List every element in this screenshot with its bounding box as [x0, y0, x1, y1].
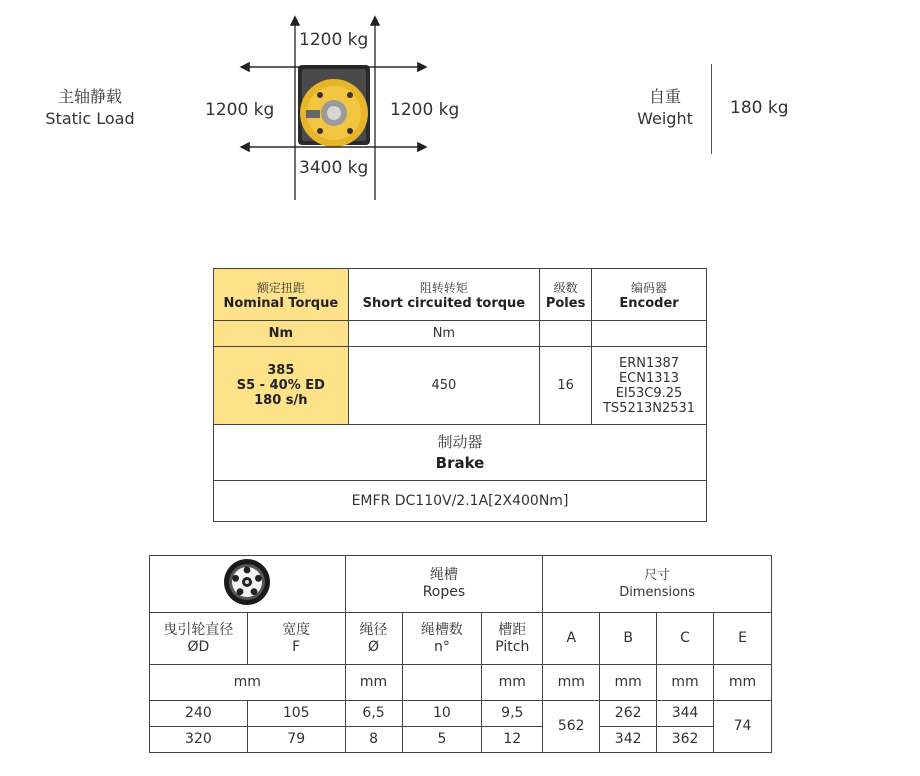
weight-divider — [711, 64, 712, 154]
unit-b: mm — [600, 665, 657, 701]
encoder-en: Encoder — [619, 295, 679, 311]
col-d-cn: 曳引轮直径 — [163, 621, 234, 638]
dim-unit-row — [150, 665, 772, 701]
traction-machine-image — [298, 65, 370, 147]
unit-c: mm — [657, 665, 714, 701]
load-left: 1200 kg — [205, 100, 275, 120]
cell-d: 240 — [150, 701, 248, 727]
short-torque-header — [348, 269, 539, 321]
ropes-header — [345, 556, 543, 613]
static-load-label — [20, 86, 160, 130]
cell-c: 344 — [657, 701, 714, 727]
poles-value: 16 — [540, 347, 592, 425]
weight-label-cn: 自重 — [648, 87, 681, 106]
col-d-en: ØD — [187, 638, 210, 655]
sheave-icon-cell — [150, 556, 346, 613]
cell-rope: 8 — [345, 727, 402, 753]
load-bottom: 3400 kg — [299, 158, 369, 178]
encoder-header — [592, 269, 707, 321]
short-value: 450 — [348, 347, 539, 425]
nominal-unit: Nm — [214, 321, 349, 347]
col-pitch-cn: 槽距 — [498, 621, 527, 638]
short-torque-cn: 阻转转矩 — [419, 280, 468, 295]
dim-header-row — [150, 556, 772, 613]
unit-pitch: mm — [482, 665, 543, 701]
encoder-item: ECN1313 — [618, 370, 680, 386]
cell-b: 342 — [600, 727, 657, 753]
load-right: 1200 kg — [390, 100, 460, 120]
brake-value-row — [214, 481, 707, 522]
nominal-torque-cn: 额定扭距 — [256, 280, 305, 295]
poles-en: Poles — [545, 295, 586, 311]
cell-a: 562 — [543, 701, 600, 753]
encoder-unit — [592, 321, 707, 347]
col-rope-header — [345, 613, 402, 665]
table-row — [150, 701, 772, 727]
cell-n: 10 — [402, 701, 482, 727]
cell-c: 362 — [657, 727, 714, 753]
col-d-header — [150, 613, 248, 665]
cell-f: 79 — [247, 727, 345, 753]
col-pitch-header — [482, 613, 543, 665]
static-load-label-en: Static Load — [45, 109, 135, 128]
short-torque-en: Short circuited torque — [362, 295, 526, 311]
col-b-header: B — [600, 613, 657, 665]
spec-value-row — [214, 347, 707, 425]
cell-pitch: 9,5 — [482, 701, 543, 727]
poles-unit — [540, 321, 592, 347]
dimensions-table — [149, 555, 772, 753]
weight-value: 180 kg — [730, 98, 789, 118]
spec-unit-row — [214, 321, 707, 347]
unit-e: mm — [714, 665, 772, 701]
col-f-cn: 宽度 — [282, 621, 311, 638]
cell-n: 5 — [402, 727, 482, 753]
col-n-en: n° — [433, 638, 450, 655]
col-rope-cn: 绳径 — [359, 621, 388, 638]
dimensions-header — [543, 556, 772, 613]
col-f-header — [247, 613, 345, 665]
col-n-header — [402, 613, 482, 665]
weight-label-en: Weight — [637, 109, 693, 128]
cell-pitch: 12 — [482, 727, 543, 753]
col-a-header: A — [543, 613, 600, 665]
cell-b: 262 — [600, 701, 657, 727]
col-c-header: C — [657, 613, 714, 665]
dim-column-row — [150, 613, 772, 665]
brake-cn: 制动器 — [437, 432, 483, 451]
spec-header-row — [214, 269, 707, 321]
col-rope-en: Ø — [368, 638, 380, 655]
nominal-starts: 180 s/h — [254, 393, 308, 408]
brake-en: Brake — [435, 453, 485, 472]
unit-a: mm — [543, 665, 600, 701]
nominal-torque-header — [214, 269, 349, 321]
poles-cn: 级数 — [553, 280, 578, 295]
brake-value: EMFR DC110V/2.1A[2X400Nm] — [214, 481, 707, 522]
unit-d-f: mm — [150, 665, 346, 701]
col-n-cn: 绳槽数 — [420, 621, 463, 638]
dimensions-cn: 尺寸 — [644, 568, 671, 583]
poles-header — [540, 269, 592, 321]
encoder-values — [592, 347, 707, 425]
cell-d: 320 — [150, 727, 248, 753]
nominal-value: 385 — [267, 363, 295, 378]
spec-table — [213, 268, 707, 522]
ropes-en: Ropes — [422, 584, 466, 600]
cell-e: 74 — [714, 701, 772, 753]
nominal-torque-en: Nominal Torque — [223, 295, 339, 311]
brake-header — [214, 425, 707, 481]
weight-label — [620, 86, 710, 130]
encoder-item: TS5213N2531 — [602, 400, 696, 416]
unit-n — [402, 665, 482, 701]
table-row — [150, 727, 772, 753]
brake-header-row — [214, 425, 707, 481]
col-pitch-en: Pitch — [495, 638, 530, 655]
encoder-item: EI53C9.25 — [615, 385, 683, 401]
nominal-duty: S5 - 40% ED — [236, 378, 325, 393]
short-unit: Nm — [348, 321, 539, 347]
static-load-label-cn: 主轴静载 — [57, 87, 122, 106]
load-top: 1200 kg — [299, 30, 369, 50]
unit-rope: mm — [345, 665, 402, 701]
encoder-cn: 编码器 — [631, 280, 668, 295]
sheave-icon — [222, 557, 272, 607]
dimensions-en: Dimensions — [619, 585, 696, 600]
nominal-values — [214, 347, 349, 425]
ropes-cn: 绳槽 — [429, 567, 458, 583]
cell-rope: 6,5 — [345, 701, 402, 727]
col-f-en: F — [292, 638, 301, 655]
col-e-header: E — [714, 613, 772, 665]
encoder-item: ERN1387 — [619, 355, 680, 371]
cell-f: 105 — [247, 701, 345, 727]
